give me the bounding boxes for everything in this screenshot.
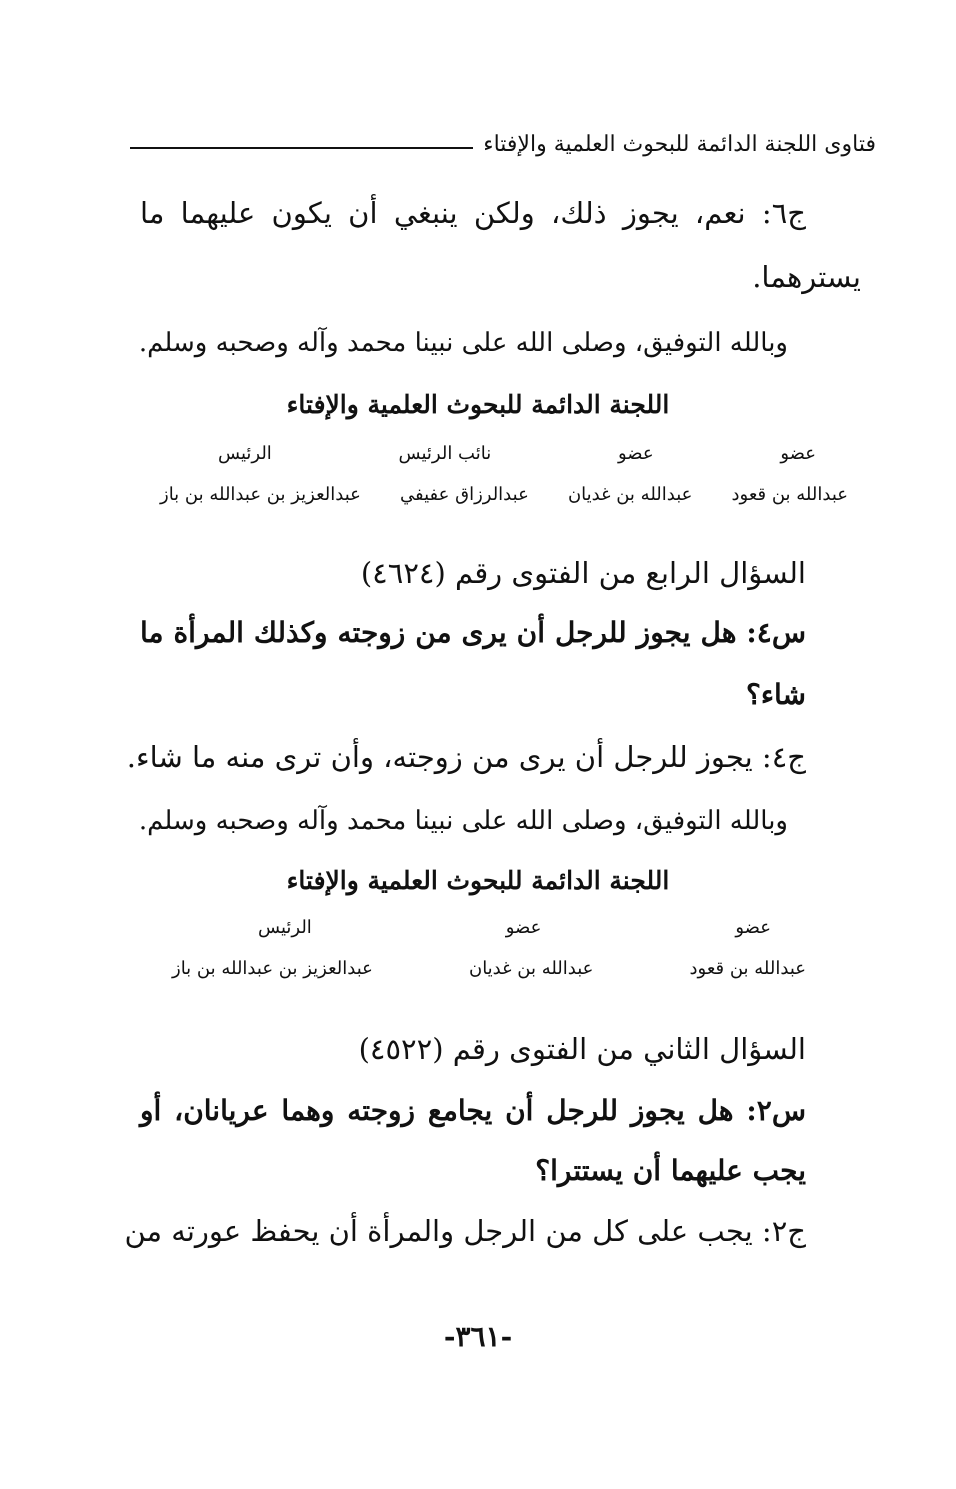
signatory-title: عضو xyxy=(505,917,542,938)
signatory-title: عضو xyxy=(780,443,816,464)
committee-name-1: اللجنة الدائمة للبحوث العلمية والإفتاء xyxy=(286,390,670,419)
signatory-name: عبدالرزاق عفيفي xyxy=(400,484,529,505)
signatory-title: نائب الرئيس xyxy=(398,443,492,464)
signatory-name: عبدالله بن قعود xyxy=(689,958,806,979)
header-rule xyxy=(130,147,491,149)
signatory-names-2 xyxy=(172,958,806,979)
signatory-titles-1 xyxy=(218,443,816,464)
signatory-name: عبدالعزيز بن عبدالله بن باز xyxy=(160,484,361,505)
signatory-names-1 xyxy=(160,484,848,505)
closing-formula-1: وبالله التوفيق، وصلى الله على نبينا محمد وآله وصحبه وسلم. xyxy=(138,328,788,358)
running-header xyxy=(130,128,876,162)
signatory-name: عبدالله بن غديان xyxy=(567,484,693,505)
closing-formula-2: وبالله التوفيق، وصلى الله على نبينا محمد وآله وصحبه وسلم. xyxy=(138,806,788,836)
signatory-title: عضو xyxy=(617,443,654,464)
question-4-line-2: شاء؟ xyxy=(745,678,806,711)
signatory-title: عضو xyxy=(735,917,771,938)
question-4-line-1: س٤: هل يجوز للرجل أن يرى من زوجته وكذلك المرأة ما xyxy=(140,616,806,649)
committee-name-2: اللجنة الدائمة للبحوث العلمية والإفتاء xyxy=(286,866,670,895)
answer-6-line-2: يسترهما. xyxy=(752,260,861,294)
signatory-title: الرئيس xyxy=(258,917,312,938)
question-heading-4624: السؤال الرابع من الفتوى رقم (٤٦٢٤) xyxy=(360,556,806,590)
question-2-line-2: يجب عليهما أن يستترا؟ xyxy=(535,1154,806,1187)
answer-2-line-1: ج٢: يجب على كل من الرجل والمرأة أن يحفظ عورته من xyxy=(124,1214,806,1248)
answer-6-line-1: ج٦: نعم، يجوز ذلك، ولكن ينبغي أن يكون عليهما ما xyxy=(140,196,806,230)
signatory-name: عبدالله بن غديان xyxy=(468,958,594,979)
answer-4: ج٤: يجوز للرجل أن يرى من زوجته، وأن ترى منه ما شاء. xyxy=(126,740,806,774)
signatory-name: عبدالله بن قعود xyxy=(731,484,848,505)
signatory-name: عبدالعزيز بن عبدالله بن باز xyxy=(172,958,373,979)
signatory-titles-2 xyxy=(258,917,771,938)
question-2-line-1: س٢: هل يجوز للرجل أن يجامع زوجته وهما عريانان، أو xyxy=(140,1094,806,1127)
page-number: -٣٦١- xyxy=(443,1320,513,1353)
signatory-title: الرئيس xyxy=(218,443,272,464)
question-heading-4522: السؤال الثاني من الفتوى رقم (٤٥٢٢) xyxy=(358,1032,806,1066)
running-title: فتاوى اللجنة الدائمة للبحوث العلمية والإفتاء xyxy=(473,128,876,162)
